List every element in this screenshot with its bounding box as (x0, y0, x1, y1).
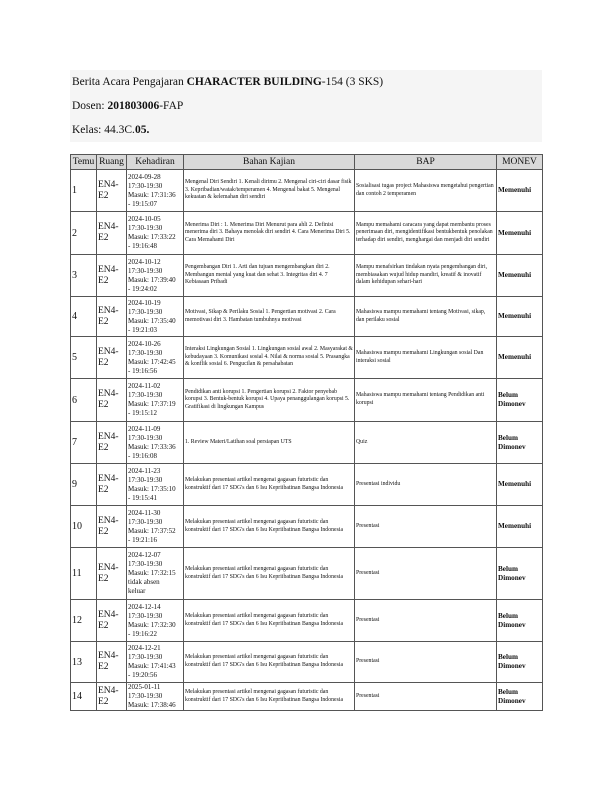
cell-kehadiran: 2025-01-11 17:30-19:30 Masuk: 17:38:46 (127, 683, 184, 711)
cell-ruang: EN4-E2 (97, 548, 127, 600)
cell-monev: Memenuhi (497, 212, 543, 255)
cell-ruang: EN4-E2 (97, 642, 127, 683)
cell-monev: Memenuhi (497, 464, 543, 506)
column-header-ruang: Ruang (97, 155, 127, 170)
cell-kehadiran: 2024-12-21 17:30-19:30 Masuk: 17:41:43 - 19:20:56 (127, 642, 184, 683)
cell-ruang: EN4-E2 (97, 600, 127, 642)
attendance-table (70, 154, 543, 711)
cell-ruang: EN4-E2 (97, 255, 127, 297)
cell-ruang: EN4-E2 (97, 379, 127, 422)
cell-bahan-kajian: Melakukan presentasi artikel mengenai gagasan futuristic dan konstruktif dari 17 SDG's dan 6 Isu Kepriibatinan Bangsa Indonesia (184, 506, 355, 548)
cell-ruang: EN4-E2 (97, 297, 127, 337)
cell-bahan-kajian: Pendidikan anti korupsi 1. Pengertian korupsi 2. Faktor penyebab korupsi 3. Bentuk-bentuk korupsi 4. Upaya penanggulangan korupsi 5. Gratifikasi di lingkungan Kampus (184, 379, 355, 422)
cell-bahan-kajian: Melakukan presentasi artikel mengenai gagasan futuristic dan konstruktif dari 17 SDG's dan 6 Isu Kepriibatinan Bangsa Indonesia (184, 642, 355, 683)
cell-temu: 6 (71, 379, 97, 422)
cell-bap: Quiz (355, 422, 497, 464)
cell-monev: Memenuhi (497, 337, 543, 379)
lecturer-id: 201803006 (107, 100, 160, 112)
cell-temu: 14 (71, 683, 97, 711)
table-row (71, 506, 543, 548)
cell-kehadiran: 2024-10-26 17:30-19:30 Masuk: 17:42:45 - 19:16:56 (127, 337, 184, 379)
cell-ruang: EN4-E2 (97, 170, 127, 212)
class-line: Kelas: 44.3C.05. (72, 124, 150, 136)
table-row (71, 548, 543, 600)
column-header-monev: MONEV (497, 155, 543, 170)
column-header-bahan-kajian: Bahan Kajian (184, 155, 355, 170)
cell-bap: Mahasiswa mampu memahami tentang Motivasi, sikap, dan perilaku sosial (355, 297, 497, 337)
cell-kehadiran: 2024-12-07 17:30-19:30 Masuk: 17:32:15 tidak absen keluar (127, 548, 184, 600)
cell-ruang: EN4-E2 (97, 337, 127, 379)
cell-monev: Belum Dimonev (497, 548, 543, 600)
cell-bahan-kajian: Interaksi Lingkungan Sosial 1. Lingkungan sosial awal 2. Masyarakat & kebudayaan 3. Komunikasi sosial 4. Nilai & norma sosial 5. Prasangka & konflik sosial 6. Pengucilan & persahabatan (184, 337, 355, 379)
cell-bap: Presentasi (355, 683, 497, 711)
cell-kehadiran: 2024-11-23 17:30-19:30 Masuk: 17:35:10 - 19:15:41 (127, 464, 184, 506)
cell-kehadiran: 2024-11-02 17:30-19:30 Masuk: 17:37:19 - 19:15:12 (127, 379, 184, 422)
cell-temu: 7 (71, 422, 97, 464)
cell-bahan-kajian: Pengembangan Diri 1. Arti dan tujuan mengembangkan diri 2. Membangun mental yang kuat dan sehat 3. Integritas diri 4. 7 Kebiasaan Pribadi (184, 255, 355, 297)
cell-bap: Mampu memahami caracara yang dapat membantu proses penerimaan diri, mengidentifikasi bentukbentuk penolakan terhadap diri sendiri, menghargai dan menjadi diri sendiri (355, 212, 497, 255)
cell-temu: 12 (71, 600, 97, 642)
cell-temu: 2 (71, 212, 97, 255)
cell-ruang: EN4-E2 (97, 683, 127, 711)
cell-monev: Memenuhi (497, 506, 543, 548)
table-row (71, 422, 543, 464)
cell-bahan-kajian: Melakukan presentasi artikel mengenai gagasan futuristic dan konstruktif dari 17 SDG's dan 6 Isu Kepriibatinan Bangsa Indonesia (184, 600, 355, 642)
cell-bahan-kajian: Motivasi, Sikap & Perilaku Sosial 1. Pengertian motivasi 2. Cara memotivasi diri 3. Hambatan tumbuhnya motivasi (184, 297, 355, 337)
cell-monev: Belum Dimonev (497, 422, 543, 464)
cell-temu: 10 (71, 506, 97, 548)
cell-monev: Belum Dimonev (497, 600, 543, 642)
cell-temu: 1 (71, 170, 97, 212)
cell-kehadiran: 2024-09-28 17:30-19:30 Masuk: 17:31:36 - 19:15:07 (127, 170, 184, 212)
cell-bahan-kajian: Melakukan presentasi artikel mengenai gagasan futuristic dan konstruktif dari 17 SDG's dan 6 Isu Kepriibatinan Bangsa Indonesia (184, 548, 355, 600)
cell-temu: 4 (71, 297, 97, 337)
cell-ruang: EN4-E2 (97, 212, 127, 255)
cell-bap: Mampu menafsirkan tindakan nyata pengembangan diri, membiasakan wujud hidup mandiri, kreatif & inovatif dalam kehidupan sehari-hari (355, 255, 497, 297)
class-id: 05. (134, 124, 150, 136)
table-row (71, 464, 543, 506)
lecturer-line: Dosen: 201803006-FAP (72, 100, 184, 112)
cell-bahan-kajian: Mengenal Diri Sendiri 1. Kenali dirimu 2. Mengenal ciri-ciri dasar fisik 3. Kepribadian/watak/temperamen 4. Mengenal bakat 5. Mengenal kekuatan & kelemahan diri sendiri (184, 170, 355, 212)
cell-kehadiran: 2024-10-05 17:30-19:30 Masuk: 17:33:22 - 19:16:48 (127, 212, 184, 255)
column-header-bap: BAP (355, 155, 497, 170)
course-name: CHARACTER BUILDING (186, 76, 322, 88)
cell-bap: Mahasiswa mampu memahami Lingkungan sosial Dan interaksi sosial (355, 337, 497, 379)
cell-kehadiran: 2024-11-09 17:30-19:30 Masuk: 17:33:36 - 19:16:08 (127, 422, 184, 464)
cell-monev: Belum Dimonev (497, 683, 543, 711)
column-header-temu: Temu (71, 155, 97, 170)
course-title: Berita Acara Pengajaran CHARACTER BUILDING-154 (3 SKS) (72, 76, 384, 88)
cell-monev: Belum Dimonev (497, 642, 543, 683)
document-header (70, 70, 542, 142)
cell-bap: Presentasi (355, 642, 497, 683)
cell-bahan-kajian: Melakukan presentasi artikel mengenai gagasan futuristic dan konstruktif dari 17 SDG's dan 6 Isu Kepriibatinan Bangsa Indonesia (184, 464, 355, 506)
table-row (71, 600, 543, 642)
cell-bahan-kajian: Melakukan presentasi artikel mengenai gagasan futuristic dan konstruktif dari 17 SDG's dan 6 Isu Kepriibatinan Bangsa Indonesia (184, 683, 355, 711)
cell-bap: Presentasi individu (355, 464, 497, 506)
table-row (71, 379, 543, 422)
table-row (71, 337, 543, 379)
cell-bap: Sosialisasi tugas project Mahasiswa mengetahui pengertian dan contoh 2 temperamen (355, 170, 497, 212)
cell-ruang: EN4-E2 (97, 464, 127, 506)
cell-temu: 3 (71, 255, 97, 297)
cell-kehadiran: 2024-11-30 17:30-19:30 Masuk: 17:37:52 - 19:21:16 (127, 506, 184, 548)
cell-bahan-kajian: 1. Review Materi/Latihan soal persiapan UTS (184, 422, 355, 464)
table-row (71, 212, 543, 255)
cell-temu: 13 (71, 642, 97, 683)
cell-bap: Mahasiswa mampu memahami tentang Pendidikan anti korupsi (355, 379, 497, 422)
cell-monev: Memenuhi (497, 297, 543, 337)
cell-monev: Belum Dimonev (497, 379, 543, 422)
cell-kehadiran: 2024-12-14 17:30-19:30 Masuk: 17:32:30 - 19:16:22 (127, 600, 184, 642)
cell-temu: 5 (71, 337, 97, 379)
cell-ruang: EN4-E2 (97, 422, 127, 464)
cell-monev: Memenuhi (497, 255, 543, 297)
table-row (71, 297, 543, 337)
cell-monev: Memenuhi (497, 170, 543, 212)
cell-temu: 9 (71, 464, 97, 506)
table-row (71, 170, 543, 212)
cell-ruang: EN4-E2 (97, 506, 127, 548)
cell-bap: Presentasi (355, 548, 497, 600)
table-header-row (71, 155, 543, 170)
table-row (71, 683, 543, 711)
cell-bahan-kajian: Menerima Diri : 1. Menerima Diri Menurut para ahli 2. Definisi menerima diri 3. Bahaya menolak diri sendiri 4. Cara Menerima Diri 5. Cara Memahami Diri (184, 212, 355, 255)
table-row (71, 642, 543, 683)
cell-temu: 11 (71, 548, 97, 600)
cell-bap: Presentasi (355, 600, 497, 642)
cell-kehadiran: 2024-10-12 17:30-19:30 Masuk: 17:39:40 - 19:24:02 (127, 255, 184, 297)
table-row (71, 255, 543, 297)
column-header-kehadiran: Kehadiran (127, 155, 184, 170)
cell-kehadiran: 2024-10-19 17:30-19:30 Masuk: 17:35:40 - 19:21:03 (127, 297, 184, 337)
cell-bap: Presentasi (355, 506, 497, 548)
